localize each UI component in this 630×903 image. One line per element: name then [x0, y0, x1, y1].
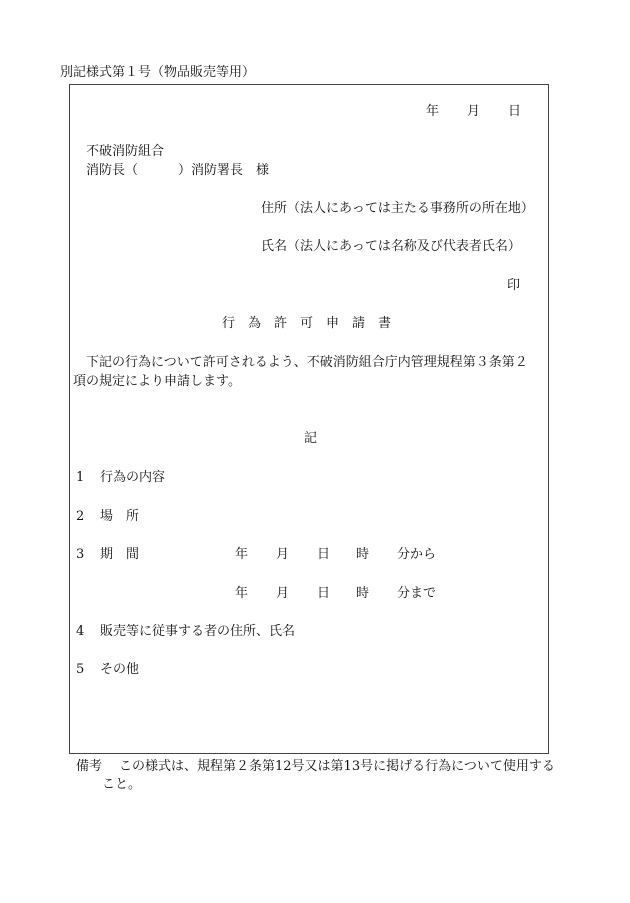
date-month: 月 — [467, 104, 481, 119]
item-label-sellers: 販売等に従事する者の住所、氏名 — [100, 624, 296, 639]
period-from-minute: 分から — [397, 547, 437, 562]
ki-heading: 記 — [304, 431, 318, 446]
note-line1: この様式は、規程第２条第12号又は第13号に掲げる行為について使用する — [119, 759, 555, 774]
body-line2: 項の規定により申請します。 — [73, 374, 241, 389]
period-until-month: 月 — [276, 586, 290, 601]
period-from-month: 月 — [276, 547, 290, 562]
item-number: 3 — [76, 547, 85, 562]
addressee-prefix: 消防長（ — [86, 163, 139, 178]
note-line2: こと。 — [102, 777, 142, 792]
item-number: 5 — [76, 662, 85, 677]
period-until-hour: 時 — [356, 586, 370, 601]
item-number: 1 — [76, 470, 85, 485]
item-label-period: 期 間 — [100, 547, 140, 562]
item-label-content: 行為の内容 — [100, 470, 166, 485]
body-line1: 下記の行為について許可されるよう、不破消防組合庁内管理規程第３条第２ — [86, 355, 528, 370]
item-label-place: 場 所 — [100, 509, 140, 524]
period-until-day: 日 — [317, 586, 331, 601]
period-from-year: 年 — [235, 547, 249, 562]
name-label: 氏名（法人にあっては名称及び代表者氏名） — [261, 239, 521, 254]
address-label: 住所（法人にあっては主たる事務所の所在地） — [261, 201, 534, 216]
period-from-hour: 時 — [356, 547, 370, 562]
item-number: 2 — [76, 509, 85, 524]
note-label: 備考 — [76, 759, 103, 774]
period-until-minute: 分まで — [397, 586, 437, 601]
period-until-year: 年 — [235, 586, 249, 601]
document-title: 行為許可申請書 — [222, 316, 405, 331]
seal-mark: 印 — [507, 278, 521, 293]
addressee-line2 — [86, 164, 269, 177]
item-label-other: その他 — [100, 662, 140, 677]
form-label: 別記様式第１号（物品販売等用） — [60, 65, 256, 80]
addressee-suffix: ）消防署長 様 — [178, 163, 270, 178]
addressee-org: 不破消防組合 — [86, 144, 165, 159]
date-day: 日 — [508, 104, 522, 119]
date-year: 年 — [426, 104, 440, 119]
item-number: 4 — [76, 624, 85, 639]
period-from-day: 日 — [317, 547, 331, 562]
form-frame — [69, 84, 549, 754]
